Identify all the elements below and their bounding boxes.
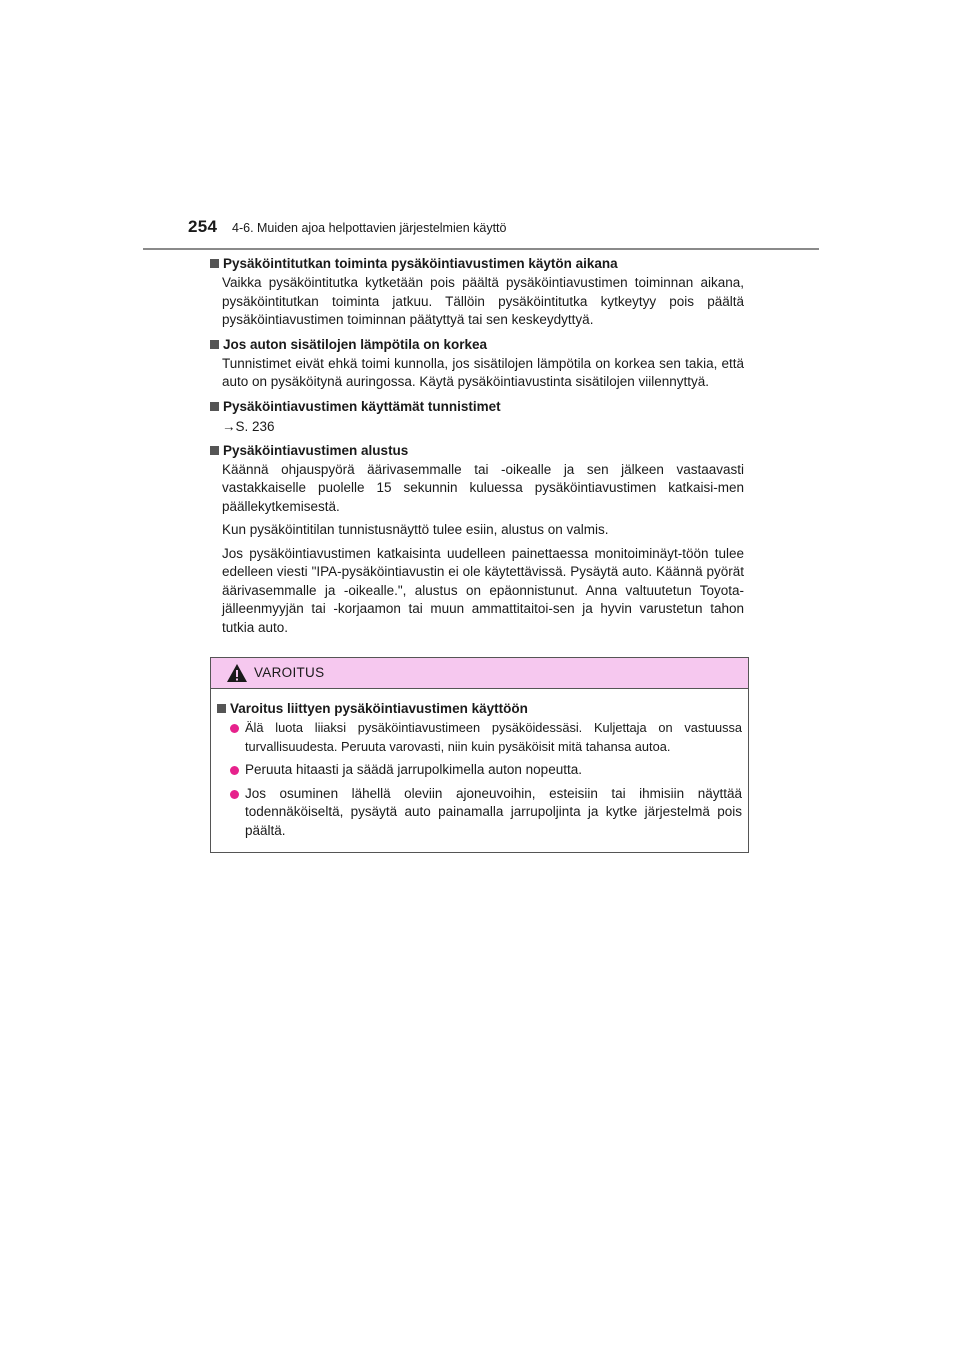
section-high-temperature xyxy=(210,335,744,392)
main-content xyxy=(210,254,744,642)
section-parking-sensor xyxy=(210,254,744,330)
warning-triangle-icon xyxy=(226,663,248,683)
section-initialization xyxy=(210,441,744,638)
square-bullet-icon xyxy=(210,402,219,411)
section-heading-text: Jos auton sisätilojen lämpötila on korkea xyxy=(223,336,488,352)
page-header xyxy=(143,214,819,250)
section-heading-text: Pysäköintitutkan toiminta pysäköintiavustimen käytön aikana xyxy=(223,256,618,271)
section-heading-text: Pysäköintiavustimen alustus xyxy=(223,442,409,458)
warning-box xyxy=(210,657,749,853)
warning-bullet xyxy=(230,761,742,780)
square-bullet-icon xyxy=(210,446,219,455)
warning-heading-text: Varoitus liittyen pysäköintiavustimen käyttöön xyxy=(230,701,528,716)
bullet-dot-icon xyxy=(230,766,239,775)
warning-bullet-text: Peruuta hitaasti ja säädä jarrupolkimella auton nopeutta. xyxy=(245,762,582,777)
warning-header xyxy=(211,658,748,689)
section-heading xyxy=(210,441,744,460)
warning-bullet xyxy=(230,785,742,841)
page-number: 254 xyxy=(188,217,218,236)
section-heading xyxy=(210,397,744,416)
square-bullet-icon xyxy=(210,259,219,268)
page-reference: →S. 236 xyxy=(222,418,275,434)
section-heading xyxy=(210,254,744,273)
warning-title: VAROITUS xyxy=(254,665,325,680)
warning-heading xyxy=(217,699,742,718)
paragraph: Kun pysäköintitilan tunnistusnäyttö tulee esiin, alustus on valmis. xyxy=(222,522,609,537)
section-heading-text: Pysäköintiavustimen käyttämät tunnistimet xyxy=(223,398,501,414)
warning-bullet xyxy=(230,719,742,756)
paragraph: Vaikka pysäköintitutka kytketään pois päältä pysäköintiavustimen toiminnan aikana, pysäköintitutkan toiminta jatkuu. Tällöin pysäköintitutka kytkeytyy pois päältä pysäköintiavustimen toiminnan päätyttyä tai sen keskeydyttyä. xyxy=(222,275,744,327)
square-bullet-icon xyxy=(217,704,226,713)
warning-body xyxy=(211,689,748,840)
paragraph: Jos pysäköintiavustimen katkaisinta uudelleen painettaessa monitoiminäyt-töön tulee edelleen viesti "IPA-pysäköintiavustin ei ole käytettävissä. Pysäytä auto. Käännä pyörät äärivasemmalle ja -oikealle.", alustus on epäonnistunut. Anna valtuutetun Toyota-jälleenmyyjän tai -korjaamon tai muun ammattitaitoi-sen ja hyvin varustetun tahon tutkia auto. xyxy=(222,545,744,635)
paragraph: Tunnistimet eivät ehkä toimi kunnolla, jos sisätilojen lämpötila on korkea sen takia, että auto on pysäköitynä auringossa. Käytä pysäköintiavustinta sisätilojen viilennyttyä. xyxy=(222,355,744,389)
bullet-dot-icon xyxy=(230,724,239,733)
chapter-title: 4-6. Muiden ajoa helpottavien järjestelmien käyttö xyxy=(232,221,507,235)
paragraph: Käännä ohjauspyörä äärivasemmalle tai -oikealle ja sen jälkeen vastaavasti vastakkaiselle puolelle 15 sekunnin kuluessa pysäköintiavustimen katkaisi-men päällekytkemisestä. xyxy=(222,461,744,514)
warning-bullet-text: Älä luota liiaksi pysäköintiavustimeen pysäköidessäsi. Kuljettaja on vastuussa turvallisuudesta. Peruuta varovasti, niin kuin pysäköisit mitä tahansa autoa. xyxy=(245,720,742,754)
warning-bullet-text: Jos osuminen lähellä oleviin ajoneuvoihin, esteisiin tai ihmisiin näyttää todennäköiseltä, pysäytä auto painamalla jarrupoljinta ja kytke järjestelmä pois päältä. xyxy=(245,785,742,838)
square-bullet-icon xyxy=(210,340,219,349)
bullet-dot-icon xyxy=(230,790,239,799)
section-heading xyxy=(210,335,744,354)
section-sensors xyxy=(210,397,744,436)
